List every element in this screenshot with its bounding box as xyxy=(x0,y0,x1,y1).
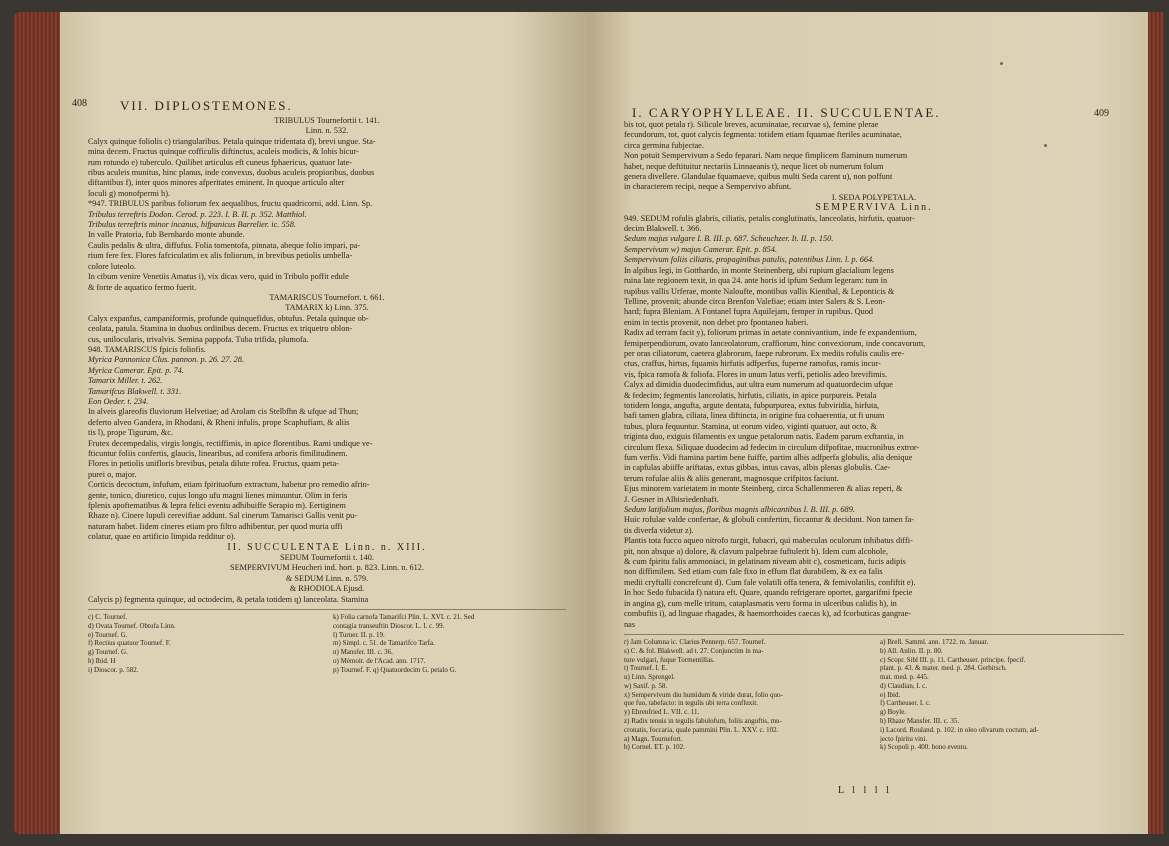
footnote: b) All. Anlin. II. p. 80. xyxy=(880,646,943,655)
footnotes xyxy=(88,609,566,675)
text-line: colore luteolo. xyxy=(88,261,136,271)
footnote: l) Turner. II. p. 19. xyxy=(333,630,385,639)
text-line: ctus, craffus, hirtus, fquamis hirfutis adfperfus, fuperne ramofus, ramis incur- xyxy=(624,359,881,369)
text-line: tis l), prope Tigurum, &c. xyxy=(88,428,174,438)
text-line: decim Blakwell. t. 366. xyxy=(624,224,702,234)
page-edges-left xyxy=(14,12,60,834)
footnote: k) Scopoli p. 400. bono eventu. xyxy=(880,743,968,752)
text-line: TAMARISCUS Tournefort. t. 661. xyxy=(269,292,385,302)
text-line: TRIBULUS Tournefortii t. 141. xyxy=(274,116,380,125)
text-line: Flores in petiolis unifloris brevibus, petala dilute rofea. Fructus, quam peta- xyxy=(88,459,339,469)
footnote: p) Tournef. F. q) Quatuordecim G. petalo G. xyxy=(333,665,457,674)
text-line: Tribulus terreftris minor incanus, hifpanicus Barrelier. ic. 558. xyxy=(88,220,296,230)
text-line: SEDUM Tournefortii t. 140. xyxy=(280,553,374,563)
footnote-column xyxy=(880,638,1124,752)
text-line: pit, non absque a) dolore, & clavum palpebrae fuftulerit b). Idem cum alcohole, xyxy=(624,546,889,556)
footnote: f) Rectius quatuor Tournef. F. xyxy=(88,639,171,648)
text-line: fticuntur foliis confertis, glaucis, linearibus, ad conifera arboris fimilitudinem. xyxy=(88,449,348,458)
text-line: & RHODIOLA Ejusd. xyxy=(289,584,365,594)
text-line: medii cryftalli concrefcunt d). Cum fale volatili offa tenera, & femivolatilis, confiftit e). xyxy=(624,577,916,587)
footnote: c) C. Tournef. xyxy=(88,613,128,622)
footnote: a) Brefl. Samml. ann. 1722. m. Januar. xyxy=(880,637,989,646)
text-line: ceolata, patula. Stamina in duobus ordinibus decem. Fructus ex triquetro oblon- xyxy=(88,324,353,334)
footnote: mat. med. p. 445. xyxy=(880,673,929,682)
text-line: Radix ad terram facit y), foliorum primas in aetate connivantium, inde fe expandentium, xyxy=(624,328,917,338)
right-body-text xyxy=(624,120,1124,752)
text-line: Rhaze n). Cinere lupuli cerevifiae addunt. Sal cinerum Tamarisci Gallis venit pu- xyxy=(88,511,358,521)
text-line: In hoc Sedo fubacida f) natura eft. Quare, quando refrigerare oportet, gargarifmi fpecie xyxy=(624,588,913,598)
left-page xyxy=(60,12,588,834)
text-line: triginta duo, exiguis filamentis ex ungue petalorum natis. Eadem parum exftantia, in xyxy=(624,432,904,442)
text-line: non diffimilem. Sed etiam cum fale fixo in effum flat durabilem, & ex ea falis xyxy=(624,567,883,577)
text-line: Linn. n. 532. xyxy=(305,126,349,136)
footnote: m) Simpl. c. 51. de Tamarifco Tarfa. xyxy=(333,639,435,648)
text-line: naturam habet. Iidem cineres etiam pro filtro adhibentur, per quod muria uffi xyxy=(88,521,343,531)
footnote: d) Ovata Tournef. Obtufa Linn. xyxy=(88,621,176,630)
text-line: Calyx ad dimidia duodecimfidus, aut ultra eum numerum ad quatuordecim ufque xyxy=(624,380,893,390)
text-line: diftantibus f), inter quos minores afperitates eminent. In quoque articulo alter xyxy=(88,178,345,188)
footnote: que fuo, tabefacto: in tegulis ubi terra confluxit. xyxy=(624,699,758,708)
signature-mark: L l l l l xyxy=(838,785,892,796)
text-line: Myrica Pannonica Clus. pannon. p. 26. 27. 28. xyxy=(88,355,245,365)
text-line: vis, fpica ramofa & foliofa. Flores in unum latus verfi, petiolis adeo brevifimis. xyxy=(624,369,888,379)
footnote: c) Scopr. Sibl III. p. 11. Cartheuser. principe. fpecif. xyxy=(880,655,1026,664)
text-line: Ejus minorem varietatem in monte Steinberg, circa Schallenmeren & alias reperi, & xyxy=(624,484,903,494)
text-line: tis diverfa videtur z). xyxy=(624,525,694,535)
text-line: fplenis apoftematibus & lepra felici eventu adhibuiffe Serapio m). Eertiginem xyxy=(88,501,346,511)
text-line: Sedum majus vulgare I. B. III. p. 687. Scheuchzer. It. II. p. 150. xyxy=(624,234,834,244)
footnote: cronatis, foccaria, quale pammini Plin. L. XXV. c. 102. xyxy=(624,725,779,734)
footnote: k) Folia carnofa Tamarifci Plin. L. XVI. c. 21. Sed xyxy=(333,613,475,622)
text-line: Telline, provenit; abunde circa Brenfon Valefiae; etiam inter Salers & S. Leon- xyxy=(624,296,886,306)
text-line: enim in tectis provenit, non debet pro fpontaneo haberi. xyxy=(624,317,809,327)
text-line: in capfulas abiiffe ariftatas, extus gibbas, intus cavas, albis plenas globulis. Cae- xyxy=(624,463,891,473)
text-line: loculi g) monofpermi h). xyxy=(88,188,171,198)
book-spread xyxy=(14,12,1164,834)
footnote-column xyxy=(333,613,566,675)
footnote: h) Rhaze Mansfer. III. c. 35. xyxy=(880,717,960,726)
footnote: u) Linn. Sprengel. xyxy=(624,673,675,682)
text-line: Huic rofulae valde confertae, & globuli confertim, ficcantur & decidunt. Non tamen fa- xyxy=(624,515,915,525)
text-line: Corticis decoctum, infufum, etiam fpirituofum extractum, habetur pro remedio afrin- xyxy=(88,480,370,490)
text-line: Tribulus terreftris Dodon. Cerod. p. 223. I. B. II. p. 352. Matthiol. xyxy=(88,209,307,219)
text-line: Myrica Camerar. Epit. p. 74. xyxy=(88,365,184,375)
right-running-head: I. CARYOPHYLLEAE. II. SUCCULENTAE. xyxy=(632,105,941,120)
text-line: rium fere fex. Flores fafciculatim ex alis foliorum, in brevibus petiolis umbella- xyxy=(88,251,353,261)
text-line: nas xyxy=(624,619,636,629)
text-line: SEMPERVIVA Linn. xyxy=(815,203,933,214)
text-line: Calycis p) fegmenta quinque, ad octodecim, & petala totidem q) lanceolata. Stamina xyxy=(88,594,369,604)
footnote: ture vulgari, fuque Tormentillas. xyxy=(624,655,715,664)
text-line: circulum flexa. Siliquae duodecim ad fedecim in circulum difpofitae, mucronibus extror- xyxy=(624,442,920,452)
text-line: rum rotundo e) tuberculo. Quilibet articulus eft cuneus fphaericus, quatuor late- xyxy=(88,157,353,167)
dust-speck xyxy=(1044,144,1047,147)
text-line: & cum fpiritu falis ammoniaci, in gelatinam niveam abit c), cosmeticam, fucis adipis xyxy=(624,557,906,567)
left-running-head: VII. DIPLOSTEMONES. xyxy=(120,98,293,113)
text-line: gente, tonico, diuretico, cujus longo ufu magni lienes minuuntur. Olim in feris xyxy=(88,490,348,500)
text-line: Calyx quinque foliolis c) triangularibus. Petala quinque tridentata d), brevi ungue. Sta- xyxy=(88,136,376,146)
text-line: Eon Oeder. t. 234. xyxy=(88,396,149,406)
text-line: Tamarix Miller. t. 262. xyxy=(88,376,163,386)
text-line: combuftis i), ad linguae rhagades, & haemorrhoides caecas k), ad fcorbuticas gangrae- xyxy=(624,609,912,619)
footnote: i) Lacord. Rouland. p. 102. in oleo olivarum coctum, ad- xyxy=(880,725,1039,734)
footnote: r) Jam Columna ic. Clarius Pennerp. 657. Tournef. xyxy=(624,637,766,646)
text-line: & fedecim; fegmentis lanceolatis, hirfutis, ciliatis, in apice purpureis. Petala xyxy=(624,390,877,400)
text-line: cus, unilocularis, trivalvis. Semina pappofa. Tuba trifida, plumofa. xyxy=(88,334,309,344)
text-line: tubus, plura fequuntur. Stamina, ut eorum video, viginti quatuor, aut octo, & xyxy=(624,421,877,431)
text-line: Plantis tota fucco aqueo nitrofo turgit, fubacri, qui mabeculas oculorum inhibatus diffi- xyxy=(624,536,913,546)
footnote: w) Saxif. p. 58. xyxy=(624,681,668,690)
footnote: n) Mansfer. III. c. 36. xyxy=(333,648,393,657)
text-line: *947. TRIBULUS paribus foliorum fex aequalibus, fructu quadricorni, add. Linn. Sp. xyxy=(88,199,373,209)
text-line: & forte de aquatico fermo fuerit. xyxy=(88,282,197,292)
text-line: Sempervivum w) majus Camerar. Epit. p. 854. xyxy=(624,244,778,254)
footnote: d) Claudian, I. c. xyxy=(880,681,928,690)
footnote: g) Boyle. xyxy=(880,708,907,717)
text-line: In alveis glareofis fluviorum Helvetiae; ad Arolam cis Stelbfhn & ufque ad Thun; xyxy=(88,407,359,417)
text-line: In valle Pratoria, fub Bernhardo monte abunde. xyxy=(88,230,245,240)
text-line: I. SEDA POLYPETALA. xyxy=(831,192,917,202)
text-line: & SEDUM Linn. n. 579. xyxy=(285,573,369,583)
text-line: per oras ciliatorum, caetera glabrorum, faepe rubrorum. Ex mediis rofulis caulis ere- xyxy=(624,348,905,358)
text-line: Frutex decempedalis, virgis longis, rectiffimis, in apice florentibus. Rami undique ve- xyxy=(88,438,373,448)
footnote: x) Sempervivum diu humidum & viride durat, folio quo- xyxy=(624,690,783,699)
footnote-column xyxy=(88,613,321,675)
text-line: totidem longa, angufta, argute dentata, fubpurpurea, extus fubviridia, hirfuta, xyxy=(624,400,880,410)
text-line: II. SUCCULENTAE Linn. n. XIII. xyxy=(227,542,427,553)
text-line: colatur, quae eo artificio limpida redditur o). xyxy=(88,532,236,542)
footnote-column xyxy=(624,638,868,752)
footnote: i) Dioscor. p. 582. xyxy=(88,665,139,674)
text-line: terum rofulae aliis & aliis generant, magnosque crifpitos faciunt. xyxy=(624,473,839,483)
text-line: ribus aculeis munitus, hinc planus, inde convexus, duobus aculeis propioribus, duobus xyxy=(88,168,375,178)
text-line: Calyx expanfus, campaniformis, profunde quinquefidus, obtufus. Petala quinque ob- xyxy=(88,313,369,323)
text-line: fum verfis. Vidi ftamina partim bene fuiffe, partim albis adfperfa globulis, alia denique xyxy=(624,453,913,462)
text-line: circa germina fubjectae. xyxy=(624,140,704,150)
text-line: in characterem recipi, neque a Sempervivo abfunt. xyxy=(624,182,792,192)
text-line: in angina g), cum melle tritum, cataplasmatis vero forma in ulceribus calidis h), in xyxy=(624,598,897,608)
footnote: f) Cartheuser. I. c. xyxy=(880,699,931,708)
footnote: jecto fpiritu vini. xyxy=(880,734,928,743)
page-edges-right xyxy=(1148,12,1164,834)
text-line: habet, neque deftituitur nectariis Linnaeanis t), neque licet ob numerum folum xyxy=(624,161,884,171)
text-line: In cibum venire Venetiis Amatus i), vix dicas vero, quid in Tribulo poffit edule xyxy=(88,272,349,282)
text-line: femiperpendiorum, ovato lanceolatorum, craffiorum, hinc convexiorum, inde concavorum, xyxy=(624,338,926,348)
text-line: Sedum latifolium majus, floribus magnis albicantibus I. B. III. p. 689. xyxy=(624,505,855,515)
left-body-text xyxy=(88,116,566,675)
footnote: e) Ibid. xyxy=(880,690,901,699)
footnote: e) Tournef. G. xyxy=(88,630,128,639)
text-line: J. Gesner in Albisriedenhaft. xyxy=(624,494,719,504)
footnote: o) Mémoir. de l'Acad. ann. 1717. xyxy=(333,657,426,666)
text-line: Non potuit Sempervivum a Sedo feparari. Nam neque fimplicem flaminum numerum xyxy=(624,151,908,161)
footnote: s) C. & fol. Blakwell. ad t. 27. Conjunctim in ma- xyxy=(624,646,764,655)
footnote: plant. p. 43. & mater. med. p. 284. Gerbitsch. xyxy=(880,664,1007,673)
left-page-number: 408 xyxy=(72,98,87,109)
footnote: contagia transeuftin Dioscor. L. I. c. 99. xyxy=(333,621,445,630)
text-line: SEMPERVIVUM Heucheri ind. hort. p. 823. Linn. n. 612. xyxy=(229,563,425,573)
text-line: rupibus vallis Urferae, monte Naloufte, montibus vallis Kienthal, & Leponticis & xyxy=(624,286,895,296)
text-line: Sempervivum foliis ciliatis, propaginibus patulis, patentibus Linn. l. p. 664. xyxy=(624,255,875,265)
dust-speck xyxy=(1000,62,1003,65)
text-line: 948. TAMARISCUS fpicis foliofis. xyxy=(88,344,206,354)
text-line: hard; fupra Bleniam. A Fontanel fupra Aquilejam, femper in rupibus. Quod xyxy=(624,307,874,317)
text-line: mina decem. Fructus quinque cofficulis diftinctus, aculeis modicis, & lobis bicur- xyxy=(88,147,359,157)
footnote: z) Radix tenuis in tegulis fabulofum, foliis anguftis, mu- xyxy=(624,717,782,726)
footnote: t) Tournef. I. E. xyxy=(624,664,668,673)
right-page xyxy=(588,12,1148,834)
right-page-number: 409 xyxy=(1094,108,1109,119)
text-line: purei o, major. xyxy=(88,469,137,479)
text-line: 949. SEDUM rofulis glabris, ciliatis, petalis conglutinatis, lanceolatis, hirfutis, quatuor- xyxy=(624,213,915,223)
text-line: bis tot, quot petala r). Silicule breves, acuminatae, recurvae s), femine plerae xyxy=(624,120,879,129)
footnote: a) Magn. Tournefort. xyxy=(624,734,683,743)
footnotes xyxy=(624,634,1124,752)
footnote: g) Tournef. G. xyxy=(88,648,128,657)
text-line: deferto alveo Gandera, in Rhodani, & Rheni infulis, prope Scaphufiam, & aliis xyxy=(88,417,350,427)
text-line: bafi tamen glabra, ciliata, linea diftincta, in origine fua cohaerentia, ut fi unum xyxy=(624,411,885,421)
text-line: genera divellere. Glandulae fquamaeve, quibus multi Seda carent u), non poffunt xyxy=(624,172,893,182)
footnote: b) Cornel. ET. p. 102. xyxy=(624,743,685,752)
text-line: fecundorum, tot, quot calycis fegmenta: totidem etiam fquamae fteriles acuminatae, xyxy=(624,130,902,140)
footnote: y) Ehrenfried L. VII. c. 11. xyxy=(624,708,700,717)
text-line: ruina late regionem texit, in qua 24. ante horis id ipfum Sedum legeram: tum in xyxy=(624,276,888,286)
text-line: Caulis pedalis & ultra, diffufus. Folia tomentofa, pinnata, abeque folio impari, pa- xyxy=(88,240,361,250)
text-line: TAMARIX k) Linn. 375. xyxy=(285,303,369,313)
text-line: In alpibus legi, in Gotthardo, in monte Steinenberg, ubi rupium glacialium legens xyxy=(624,265,894,275)
text-line: Tamarifcus Blakwell. t. 331. xyxy=(88,386,182,396)
footnote: h) Ibid. H xyxy=(88,657,116,666)
